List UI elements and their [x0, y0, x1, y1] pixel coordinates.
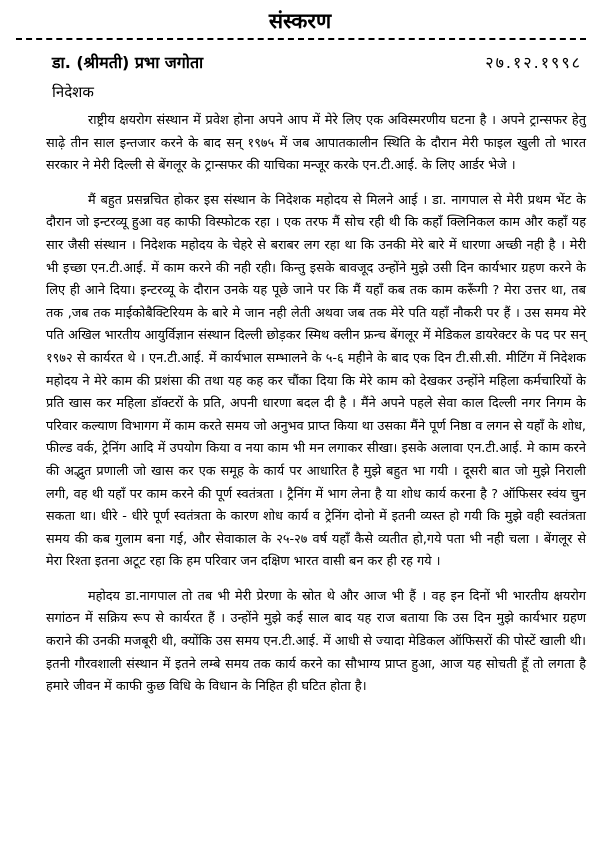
- byline: [52, 50, 582, 80]
- author-name: डा. (श्रीमती) प्रभा जगोता: [52, 53, 204, 72]
- article-date: २७.१२.१९९८: [485, 53, 582, 72]
- title-divider: [16, 38, 586, 40]
- paragraph: राष्ट्रीय क्षयरोग संस्थान में प्रवेश होना अपने आप में मेरे लिए एक अविस्मरणीय घटना है । अपने ट्रान्सफर हेतु साढ़े तीन साल इन्तजार करने के बाद सन् १९७५ में जब आपातकालीन स्थिति के दौरान मेरी फाइल खुली तो भारत सरकार ने मेरी दिल्ली से बेंगलूर के ट्रान्सफर की याचिका मन्जूर करके एन.टी.आई. के लिए आर्डर भेजे ।: [46, 113, 586, 174]
- author-role: निदेशक: [52, 83, 94, 101]
- paragraph: मैं बहुत प्रसन्नचित होकर इस संस्थान के निदेशक महोदय से मिलने आई । डा. नागपाल से मेरी प्रथम भेंट के दौरान जो इन्टरव्यू हुआ वह काफी विस्फोटक रहा । एक तरफ मैं सोच रही थी कि कहाँ क्लिनिकल काम और कहाँ यह सार जैसी संस्थान । निदेशक महोदय के चेहरे से बराबर लग रहा था कि उनकी मेरे बारे में धारणा अच्छी नही है । मेरी भी इच्छा एन.टी.आई. में काम करने की नही रही। किन्तु इसके बावजूद उन्होंने मुझे उसी दिन कार्यभार ग्रहण करने के लिए ही आने दिया। इन्टरव्यू के दौरान उनके यह पूछे जाने पर कि मैं यहाँ कब तक काम करूँगी ? मेरा उत्तर था, तब तक ,जब तक माईकोबैक्टिरियम के बारे मे जान नही लेती अथवा जब तक मेरे पति यहाँ नौकरी पर हैं । उस समय मेरे पति अखिल भारतीय आयुर्विज्ञान संस्थान दिल्ली छोड़कर स्मिथ क्लीन फ्रन्च बेंगलूर में मेडिकल डायरेक्टर के पद पर सन् १९७२ से कार्यरत थे । एन.टी.आई. में कार्यभाल सम्भालने के ५-६ महीने के बाद एक दिन टी.सी.सी. मीटिंग में निदेशक महोदय ने मेरे काम की प्रशंसा की तथा यह कह कर चौंका दिया कि मेरे काम को देखकर उन्होंने महिला कर्मचारियों के प्रति खास कर महिला डॉक्टरों के प्रति, अपनी धारणा बदल दी है । मैंने अपने पहले सेवा काल दिल्ली नगर निगम के परिवार कल्याण विभागग में काम करते समय जो अनुभव प्राप्त किया था उसका मैंने पूर्ण निष्ठा व लगन से यहाँ के शोध, फील्ड वर्क, ट्रेनिंग आदि में उपयोग किया व नया काम भी मन लगाकर सीखा। इसके अलावा एन.टी.आई. मे काम करने की अद्भुत प्रणाली जो खास कर एक समूह के कार्य पर आधारित है मुझे बहुत भा गयी । दूसरी बात जो मुझे निराली लगी, वह थी यहाँ पर काम करने की पूर्ण स्वतंत्रता । ट्रैनिंग में भाग लेना है या शोध कार्य करना है ? ऑफिसर स्वंय चुन सकता था। धीरे - धीरे पूर्ण स्वतंत्रता के कारण शोध कार्य व ट्रेनिंग दोनो में इतनी व्यस्त हो गयी कि मुझे वही स्वतंत्रता समय की कब गुलाम बना गई, और सेवाकाल के २५-२७ वर्ष यहाँ कैसे व्यतीत हो,गये पता भी नही चला । बेंगलूर से मेरा रिश्ता इतना अटूट रहा कि हम परिवार जन दक्षिण भारत वासी बन कर ही रह गये ।: [46, 192, 587, 570]
- page-title: संस्करण: [268, 9, 332, 33]
- paragraph: महोदय डा.नागपाल तो तब भी मेरी प्रेरणा के स्रोत थे और आज भी हैं । वह इन दिनों भी भारतीय क्षयरोग सगांठन में सक्रिय रूप से कार्यरत हैं । उन्होंने मुझे कई साल बाद यह राज बताया कि उस दिन मुझे कार्यभार ग्रहण कराने की उनकी मजबूरी थी, क्योंकि उस समय एन.टी.आई. में आधी से ज्यादा मेडिकल ऑफिसरों की पोस्टें खाली थी। इतनी गौरवशाली संस्थान में इतने लम्बे समय तक कार्य करने का सौभाग्य प्राप्त हुआ, आज यह सोचती हूँ तो लगता है हमारे जीवन में काफी कुछ विधि के विधान के निहित ही घटित होता है।: [46, 588, 586, 695]
- article-body: [46, 110, 586, 711]
